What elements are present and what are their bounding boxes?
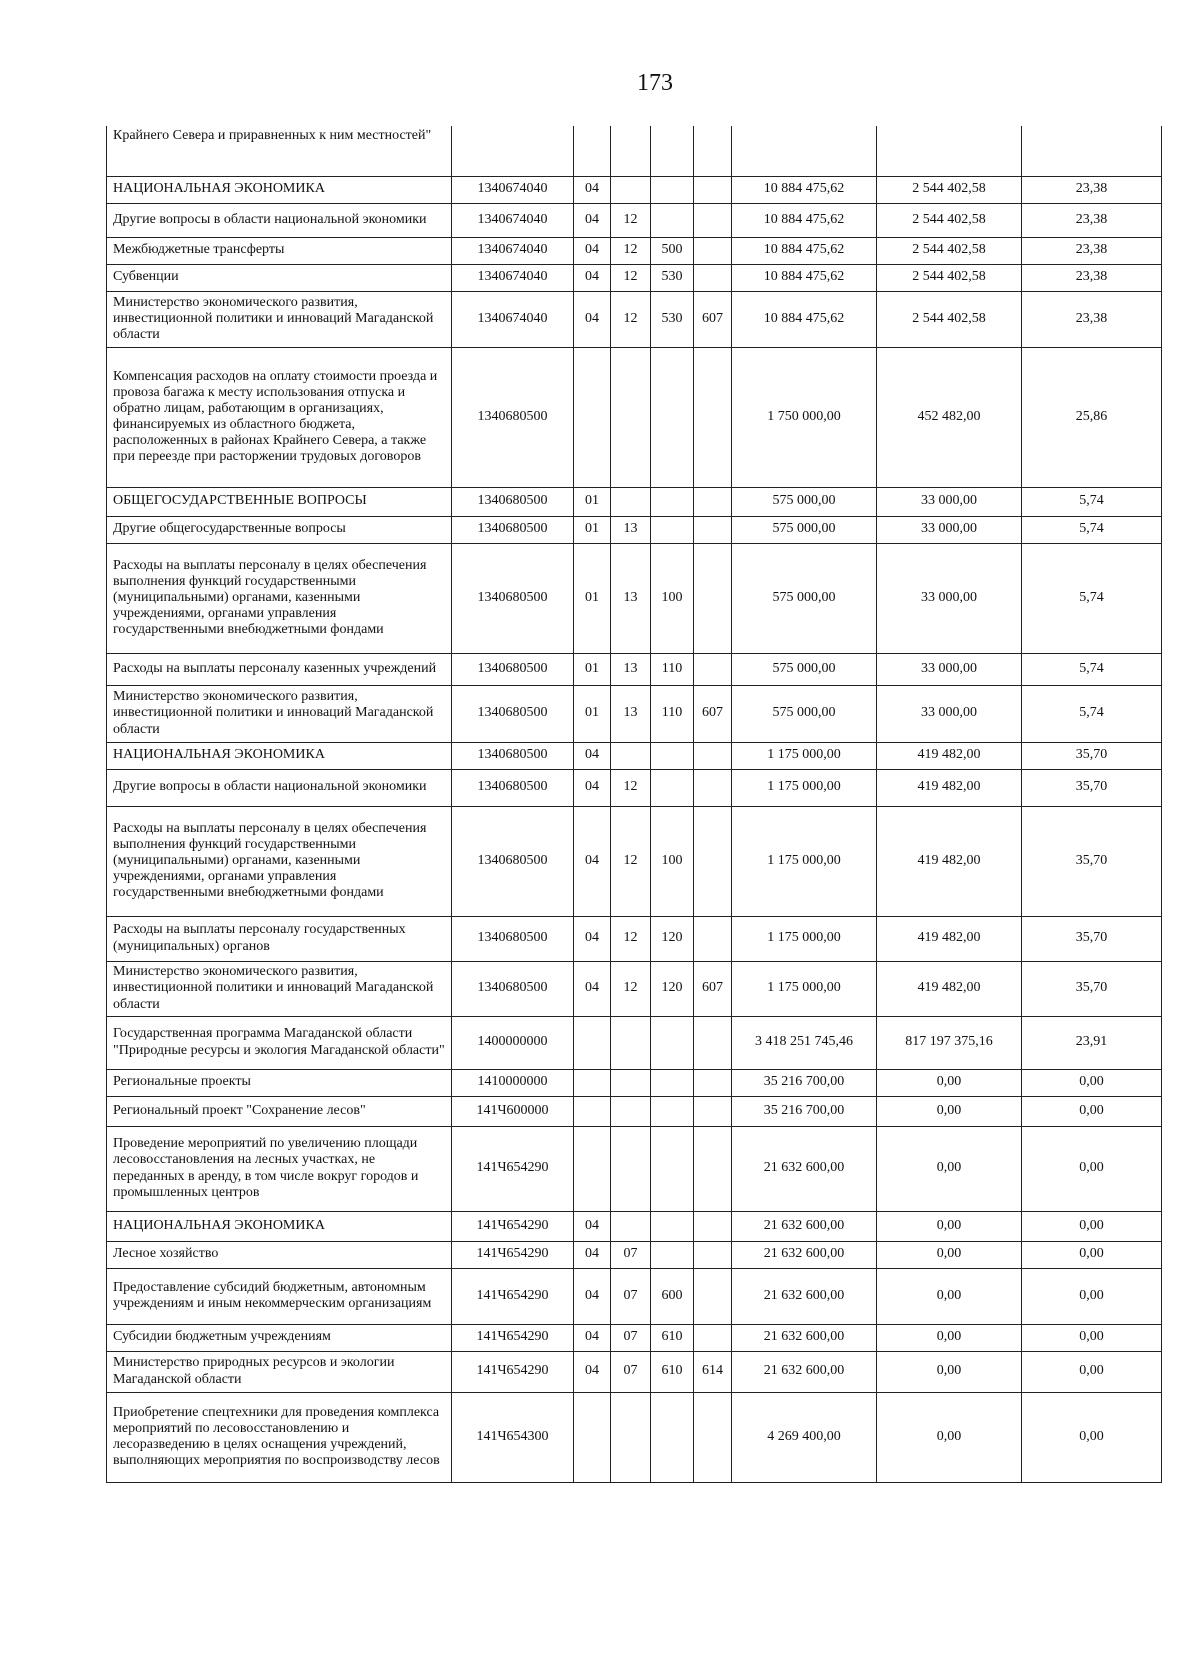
row-section: 04 [574, 1324, 611, 1351]
row-fact-amount: 0,00 [877, 1069, 1022, 1096]
row-subsection: 12 [611, 769, 651, 806]
table-row [107, 264, 1162, 291]
row-plan-amount: 10 884 475,62 [732, 176, 877, 203]
row-percent: 0,00 [1022, 1324, 1162, 1351]
row-expense-type [651, 126, 694, 176]
row-expense-type [651, 347, 694, 487]
row-plan-amount: 10 884 475,62 [732, 237, 877, 264]
row-plan-amount: 575 000,00 [732, 685, 877, 742]
row-code: 1340680500 [452, 543, 574, 653]
row-code: 1340680500 [452, 347, 574, 487]
row-fact-amount: 419 482,00 [877, 961, 1022, 1016]
row-fact-amount: 2 544 402,58 [877, 203, 1022, 237]
row-name: Субсидии бюджетным учреждениям [107, 1324, 452, 1351]
table-row [107, 1351, 1162, 1392]
row-plan-amount: 1 175 000,00 [732, 742, 877, 769]
row-code: 141Ч654290 [452, 1268, 574, 1324]
budget-table [106, 126, 1162, 1483]
row-name: Другие общегосударственные вопросы [107, 516, 452, 543]
row-code: 1340680500 [452, 685, 574, 742]
row-subsection [611, 1016, 651, 1069]
row-expense-type: 530 [651, 264, 694, 291]
row-plan-amount: 3 418 251 745,46 [732, 1016, 877, 1069]
row-subsection [611, 1126, 651, 1211]
row-code: 141Ч654290 [452, 1241, 574, 1268]
row-plan-amount: 21 632 600,00 [732, 1211, 877, 1241]
row-expense-type [651, 516, 694, 543]
row-section: 04 [574, 742, 611, 769]
row-fact-amount [877, 126, 1022, 176]
row-expense-type: 500 [651, 237, 694, 264]
row-subsection: 12 [611, 264, 651, 291]
row-section: 01 [574, 487, 611, 516]
row-percent: 23,38 [1022, 291, 1162, 347]
row-code: 1340680500 [452, 916, 574, 961]
row-section [574, 1016, 611, 1069]
row-percent: 0,00 [1022, 1268, 1162, 1324]
row-admin-code: 614 [694, 1351, 732, 1392]
row-name: Межбюджетные трансферты [107, 237, 452, 264]
row-fact-amount: 817 197 375,16 [877, 1016, 1022, 1069]
row-admin-code: 607 [694, 961, 732, 1016]
row-expense-type: 120 [651, 916, 694, 961]
row-section: 01 [574, 516, 611, 543]
row-percent: 5,74 [1022, 653, 1162, 685]
row-name: Министерство экономического развития, инвестиционной политики и инноваций Магаданской области [107, 291, 452, 347]
row-name: ОБЩЕГОСУДАРСТВЕННЫЕ ВОПРОСЫ [107, 487, 452, 516]
row-subsection [611, 1392, 651, 1482]
row-section: 04 [574, 961, 611, 1016]
row-percent: 23,91 [1022, 1016, 1162, 1069]
row-percent: 5,74 [1022, 487, 1162, 516]
row-name: Другие вопросы в области национальной экономики [107, 203, 452, 237]
row-name: Министерство экономического развития, инвестиционной политики и инноваций Магаданской области [107, 685, 452, 742]
row-percent: 35,70 [1022, 806, 1162, 916]
row-fact-amount: 0,00 [877, 1392, 1022, 1482]
row-section: 04 [574, 916, 611, 961]
row-subsection: 13 [611, 653, 651, 685]
row-section: 04 [574, 1241, 611, 1268]
row-code: 1340674040 [452, 291, 574, 347]
row-admin-code [694, 1126, 732, 1211]
row-name: Компенсация расходов на оплату стоимости проезда и провоза багажа к месту использования отпуска и обратно лицам, работающим в организациях, финансируемых из областного бюджета, расположенных в районах Крайнего Севера, а также при переезде при расторжении трудовых договоров [107, 347, 452, 487]
table-row [107, 516, 1162, 543]
row-expense-type [651, 1096, 694, 1126]
row-subsection [611, 742, 651, 769]
row-plan-amount [732, 126, 877, 176]
table-body [107, 126, 1162, 1482]
row-admin-code [694, 203, 732, 237]
row-section [574, 1096, 611, 1126]
row-code: 1400000000 [452, 1016, 574, 1069]
row-name: Субвенции [107, 264, 452, 291]
row-section: 04 [574, 237, 611, 264]
row-plan-amount: 10 884 475,62 [732, 291, 877, 347]
row-name: НАЦИОНАЛЬНАЯ ЭКОНОМИКА [107, 742, 452, 769]
row-section: 04 [574, 176, 611, 203]
table-row [107, 176, 1162, 203]
row-section: 04 [574, 1211, 611, 1241]
table-row [107, 543, 1162, 653]
row-expense-type: 100 [651, 806, 694, 916]
row-admin-code [694, 1211, 732, 1241]
table-row [107, 126, 1162, 176]
row-percent: 0,00 [1022, 1351, 1162, 1392]
row-plan-amount: 35 216 700,00 [732, 1096, 877, 1126]
row-fact-amount: 2 544 402,58 [877, 291, 1022, 347]
row-expense-type [651, 203, 694, 237]
table-row [107, 291, 1162, 347]
row-plan-amount: 21 632 600,00 [732, 1241, 877, 1268]
row-code: 1340674040 [452, 237, 574, 264]
row-admin-code [694, 1016, 732, 1069]
row-expense-type [651, 176, 694, 203]
table-row [107, 685, 1162, 742]
row-subsection: 12 [611, 237, 651, 264]
row-fact-amount: 419 482,00 [877, 769, 1022, 806]
row-name: Региональный проект "Сохранение лесов" [107, 1096, 452, 1126]
row-plan-amount: 21 632 600,00 [732, 1324, 877, 1351]
row-admin-code [694, 742, 732, 769]
row-subsection: 07 [611, 1241, 651, 1268]
row-name: Министерство природных ресурсов и экологии Магаданской области [107, 1351, 452, 1392]
row-admin-code [694, 1324, 732, 1351]
row-percent: 5,74 [1022, 516, 1162, 543]
row-subsection: 07 [611, 1324, 651, 1351]
row-subsection [611, 1211, 651, 1241]
row-subsection [611, 1069, 651, 1096]
table-row [107, 1126, 1162, 1211]
row-admin-code [694, 1069, 732, 1096]
row-section: 04 [574, 769, 611, 806]
row-expense-type [651, 1126, 694, 1211]
table-row [107, 1211, 1162, 1241]
row-section: 04 [574, 806, 611, 916]
table-row [107, 961, 1162, 1016]
row-subsection [611, 347, 651, 487]
row-code: 1340674040 [452, 264, 574, 291]
row-fact-amount: 2 544 402,58 [877, 176, 1022, 203]
row-admin-code [694, 237, 732, 264]
row-name: Расходы на выплаты персоналу в целях обеспечения выполнения функций государственными (муниципальными) органами, казенными учреждениями, органами управления государственными внебюджетными фондами [107, 806, 452, 916]
row-percent: 5,74 [1022, 543, 1162, 653]
row-subsection: 07 [611, 1268, 651, 1324]
row-fact-amount: 33 000,00 [877, 516, 1022, 543]
row-fact-amount: 419 482,00 [877, 916, 1022, 961]
row-subsection: 13 [611, 516, 651, 543]
row-section: 01 [574, 543, 611, 653]
row-expense-type [651, 1392, 694, 1482]
row-percent: 35,70 [1022, 742, 1162, 769]
row-admin-code [694, 487, 732, 516]
row-plan-amount: 575 000,00 [732, 487, 877, 516]
row-section [574, 1069, 611, 1096]
row-fact-amount: 0,00 [877, 1268, 1022, 1324]
row-expense-type [651, 769, 694, 806]
row-percent: 5,74 [1022, 685, 1162, 742]
row-fact-amount: 33 000,00 [877, 487, 1022, 516]
row-plan-amount: 575 000,00 [732, 516, 877, 543]
row-name: Крайнего Севера и приравненных к ним местностей" [107, 126, 452, 176]
row-percent: 0,00 [1022, 1096, 1162, 1126]
row-section: 01 [574, 653, 611, 685]
row-admin-code [694, 1268, 732, 1324]
row-admin-code [694, 916, 732, 961]
row-code: 1340680500 [452, 806, 574, 916]
row-subsection: 13 [611, 685, 651, 742]
row-fact-amount: 0,00 [877, 1351, 1022, 1392]
row-code: 1340674040 [452, 176, 574, 203]
row-fact-amount: 2 544 402,58 [877, 237, 1022, 264]
row-admin-code [694, 264, 732, 291]
row-plan-amount: 575 000,00 [732, 653, 877, 685]
row-fact-amount: 0,00 [877, 1126, 1022, 1211]
table-row [107, 1268, 1162, 1324]
table-row [107, 653, 1162, 685]
row-fact-amount: 452 482,00 [877, 347, 1022, 487]
row-subsection: 12 [611, 916, 651, 961]
row-subsection: 12 [611, 203, 651, 237]
row-percent: 23,38 [1022, 176, 1162, 203]
row-expense-type [651, 742, 694, 769]
row-expense-type: 100 [651, 543, 694, 653]
row-expense-type: 110 [651, 653, 694, 685]
table-row [107, 1241, 1162, 1268]
row-percent: 23,38 [1022, 203, 1162, 237]
row-code: 141Ч654290 [452, 1211, 574, 1241]
row-section: 04 [574, 291, 611, 347]
row-name: Приобретение спецтехники для проведения комплекса мероприятий по лесовосстановлению и лесоразведению в целях оснащения учреждений, выполняющих мероприятия по воспроизводству лесов [107, 1392, 452, 1482]
row-percent: 0,00 [1022, 1126, 1162, 1211]
row-fact-amount: 0,00 [877, 1096, 1022, 1126]
table-row [107, 1069, 1162, 1096]
row-plan-amount: 4 269 400,00 [732, 1392, 877, 1482]
row-plan-amount: 1 175 000,00 [732, 961, 877, 1016]
row-admin-code [694, 653, 732, 685]
row-fact-amount: 33 000,00 [877, 653, 1022, 685]
row-section: 04 [574, 264, 611, 291]
row-subsection: 07 [611, 1351, 651, 1392]
table-row [107, 1096, 1162, 1126]
row-plan-amount: 10 884 475,62 [732, 203, 877, 237]
table-row [107, 1392, 1162, 1482]
row-subsection: 12 [611, 961, 651, 1016]
row-admin-code: 607 [694, 291, 732, 347]
table-row [107, 203, 1162, 237]
row-percent: 35,70 [1022, 916, 1162, 961]
row-expense-type [651, 1016, 694, 1069]
row-section: 04 [574, 1268, 611, 1324]
table-row [107, 916, 1162, 961]
row-section [574, 1126, 611, 1211]
row-code: 1340680500 [452, 742, 574, 769]
table-row [107, 347, 1162, 487]
row-name: НАЦИОНАЛЬНАЯ ЭКОНОМИКА [107, 1211, 452, 1241]
row-code: 1410000000 [452, 1069, 574, 1096]
row-percent: 35,70 [1022, 769, 1162, 806]
row-section [574, 347, 611, 487]
row-subsection [611, 176, 651, 203]
row-code: 1340680500 [452, 769, 574, 806]
row-percent: 0,00 [1022, 1392, 1162, 1482]
row-fact-amount: 33 000,00 [877, 685, 1022, 742]
row-code: 1340680500 [452, 516, 574, 543]
row-fact-amount: 0,00 [877, 1241, 1022, 1268]
row-name: Министерство экономического развития, инвестиционной политики и инноваций Магаданской области [107, 961, 452, 1016]
row-subsection [611, 487, 651, 516]
row-subsection [611, 126, 651, 176]
row-admin-code [694, 347, 732, 487]
row-name: Расходы на выплаты персоналу казенных учреждений [107, 653, 452, 685]
row-name: Государственная программа Магаданской области "Природные ресурсы и экология Магаданской области" [107, 1016, 452, 1069]
row-subsection: 12 [611, 291, 651, 347]
row-expense-type [651, 1241, 694, 1268]
row-name: НАЦИОНАЛЬНАЯ ЭКОНОМИКА [107, 176, 452, 203]
row-code: 141Ч654290 [452, 1126, 574, 1211]
row-admin-code [694, 126, 732, 176]
table-row [107, 806, 1162, 916]
row-admin-code [694, 769, 732, 806]
row-expense-type: 120 [651, 961, 694, 1016]
row-section: 04 [574, 1351, 611, 1392]
row-fact-amount: 419 482,00 [877, 806, 1022, 916]
row-plan-amount: 1 175 000,00 [732, 769, 877, 806]
row-expense-type [651, 1069, 694, 1096]
row-percent: 25,86 [1022, 347, 1162, 487]
table-row [107, 742, 1162, 769]
row-percent: 0,00 [1022, 1241, 1162, 1268]
row-percent: 23,38 [1022, 237, 1162, 264]
row-percent: 0,00 [1022, 1069, 1162, 1096]
row-expense-type [651, 1211, 694, 1241]
row-subsection: 12 [611, 806, 651, 916]
row-name: Предоставление субсидий бюджетным, автономным учреждениям и иным некоммерческим организациям [107, 1268, 452, 1324]
row-plan-amount: 575 000,00 [732, 543, 877, 653]
row-subsection [611, 1096, 651, 1126]
row-admin-code [694, 1392, 732, 1482]
row-plan-amount: 21 632 600,00 [732, 1351, 877, 1392]
row-fact-amount: 2 544 402,58 [877, 264, 1022, 291]
row-section: 01 [574, 685, 611, 742]
row-plan-amount: 1 175 000,00 [732, 806, 877, 916]
row-expense-type: 610 [651, 1351, 694, 1392]
row-name: Лесное хозяйство [107, 1241, 452, 1268]
row-fact-amount: 419 482,00 [877, 742, 1022, 769]
row-code: 1340674040 [452, 203, 574, 237]
row-name: Расходы на выплаты персоналу в целях обеспечения выполнения функций государственными (муниципальными) органами, казенными учреждениями, органами управления государственными внебюджетными фондами [107, 543, 452, 653]
row-admin-code [694, 1241, 732, 1268]
row-plan-amount: 1 750 000,00 [732, 347, 877, 487]
row-name: Проведение мероприятий по увеличению площади лесовосстановления на лесных участках, не переданных в аренду, в том числе вокруг городов и промышленных центров [107, 1126, 452, 1211]
table-row [107, 237, 1162, 264]
row-fact-amount: 0,00 [877, 1324, 1022, 1351]
row-expense-type: 530 [651, 291, 694, 347]
row-name: Расходы на выплаты персоналу государственных (муниципальных) органов [107, 916, 452, 961]
row-percent: 0,00 [1022, 1211, 1162, 1241]
row-expense-type: 110 [651, 685, 694, 742]
row-percent: 23,38 [1022, 264, 1162, 291]
row-fact-amount: 0,00 [877, 1211, 1022, 1241]
row-percent: 35,70 [1022, 961, 1162, 1016]
row-code: 1340680500 [452, 653, 574, 685]
row-code: 141Ч654300 [452, 1392, 574, 1482]
row-section: 04 [574, 203, 611, 237]
row-percent [1022, 126, 1162, 176]
row-expense-type: 610 [651, 1324, 694, 1351]
row-code: 141Ч600000 [452, 1096, 574, 1126]
table-row [107, 769, 1162, 806]
row-code: 141Ч654290 [452, 1351, 574, 1392]
row-name: Региональные проекты [107, 1069, 452, 1096]
table-row [107, 1324, 1162, 1351]
row-plan-amount: 21 632 600,00 [732, 1126, 877, 1211]
row-admin-code [694, 543, 732, 653]
row-section [574, 1392, 611, 1482]
table-row [107, 487, 1162, 516]
row-admin-code [694, 1096, 732, 1126]
row-plan-amount: 10 884 475,62 [732, 264, 877, 291]
row-admin-code [694, 806, 732, 916]
row-plan-amount: 1 175 000,00 [732, 916, 877, 961]
row-admin-code [694, 516, 732, 543]
row-plan-amount: 35 216 700,00 [732, 1069, 877, 1096]
row-section [574, 126, 611, 176]
row-code: 1340680500 [452, 487, 574, 516]
row-plan-amount: 21 632 600,00 [732, 1268, 877, 1324]
row-subsection: 13 [611, 543, 651, 653]
row-code: 141Ч654290 [452, 1324, 574, 1351]
page-number: 173 [637, 70, 673, 96]
row-expense-type [651, 487, 694, 516]
row-expense-type: 600 [651, 1268, 694, 1324]
row-code [452, 126, 574, 176]
row-fact-amount: 33 000,00 [877, 543, 1022, 653]
row-admin-code [694, 176, 732, 203]
row-name: Другие вопросы в области национальной экономики [107, 769, 452, 806]
row-admin-code: 607 [694, 685, 732, 742]
table-row [107, 1016, 1162, 1069]
row-code: 1340680500 [452, 961, 574, 1016]
